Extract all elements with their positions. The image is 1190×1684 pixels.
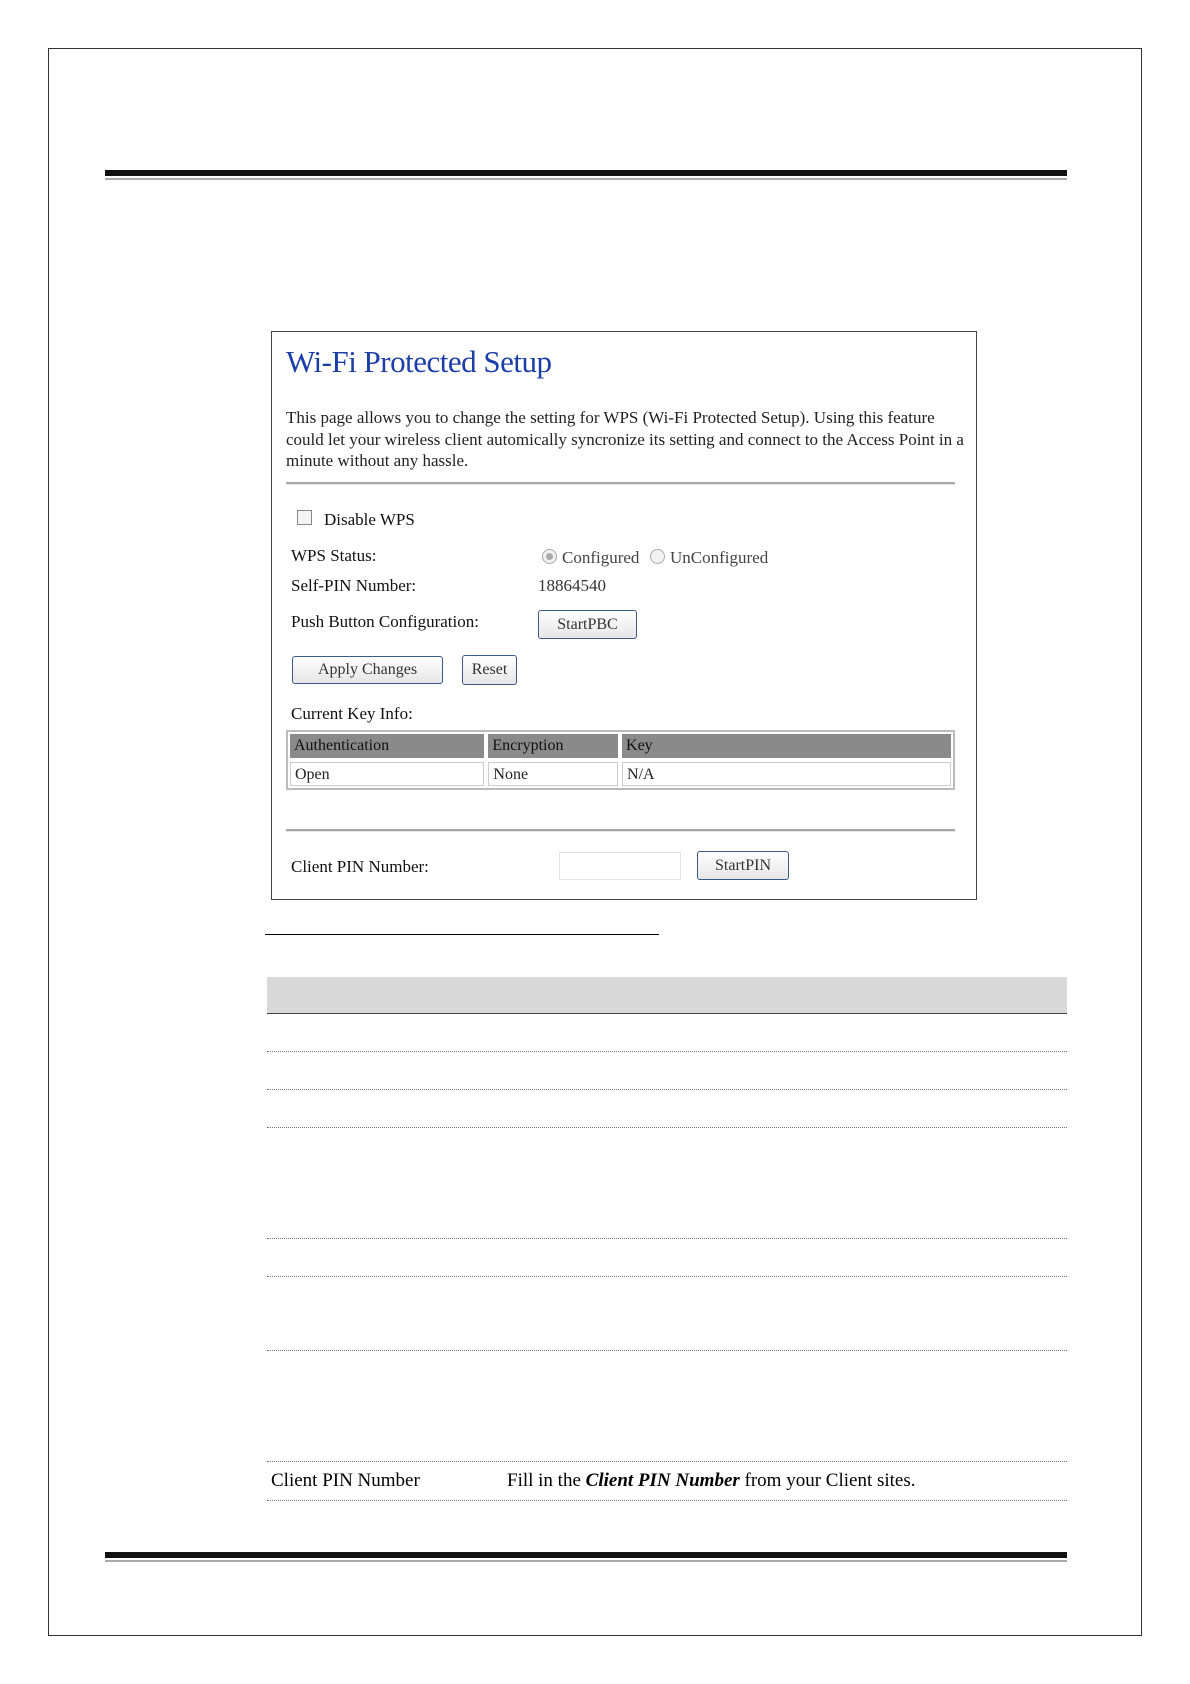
table-row-client-pin bbox=[267, 1462, 1067, 1501]
key-info-table bbox=[286, 730, 955, 790]
apply-changes-button[interactable]: Apply Changes bbox=[292, 656, 443, 684]
self-pin-value: 18864540 bbox=[538, 576, 606, 595]
configured-radio[interactable] bbox=[542, 549, 557, 564]
wps-status-label: WPS Status: bbox=[291, 546, 377, 565]
caption-underline bbox=[265, 934, 659, 935]
cell-authentication: Open bbox=[290, 762, 484, 786]
desc-emphasis: Client PIN Number bbox=[585, 1470, 740, 1491]
client-pin-label: Client PIN Number: bbox=[291, 857, 429, 876]
header-key: Key bbox=[622, 734, 951, 758]
table-row bbox=[267, 1277, 1067, 1351]
disable-wps-checkbox[interactable] bbox=[297, 510, 312, 525]
page-title: Wi-Fi Protected Setup bbox=[286, 344, 552, 379]
start-pbc-button[interactable]: StartPBC bbox=[538, 610, 637, 639]
configured-radio-label: Configured bbox=[562, 548, 640, 567]
header-rule bbox=[105, 170, 1067, 180]
current-key-info-label: Current Key Info: bbox=[291, 704, 413, 723]
description-table bbox=[267, 977, 1067, 1501]
start-pin-button[interactable]: StartPIN bbox=[697, 851, 789, 880]
self-pin-label: Self-PIN Number: bbox=[291, 576, 417, 595]
table-row bbox=[267, 1052, 1067, 1090]
wps-screenshot bbox=[271, 331, 977, 900]
key-table-row bbox=[288, 760, 953, 788]
footer-rule bbox=[105, 1552, 1067, 1562]
table-row bbox=[267, 1014, 1067, 1052]
reset-button[interactable]: Reset bbox=[462, 655, 517, 685]
table-row bbox=[267, 1351, 1067, 1462]
table-row bbox=[267, 1090, 1067, 1128]
description-table-header bbox=[267, 977, 1067, 1014]
desc-prefix: Fill in the bbox=[507, 1470, 586, 1491]
page-description: This page allows you to change the setting for WPS (Wi-Fi Protected Setup). Using this feature could let your wireless client automically syncronize its setting and connect to the Access Point in a minute without any hassle. bbox=[286, 408, 964, 470]
unconfigured-radio-label: UnConfigured bbox=[670, 548, 769, 567]
cell-encryption: None bbox=[488, 762, 618, 786]
key-table-header bbox=[288, 732, 953, 760]
desc-suffix: from your Client sites. bbox=[739, 1470, 916, 1491]
header-authentication: Authentication bbox=[290, 734, 484, 758]
divider bbox=[286, 829, 955, 832]
table-row bbox=[267, 1239, 1067, 1277]
unconfigured-radio[interactable] bbox=[650, 549, 665, 564]
client-pin-input[interactable] bbox=[559, 852, 681, 880]
row-item: Client PIN Number bbox=[271, 1470, 420, 1491]
disable-wps-label: Disable WPS bbox=[324, 510, 415, 529]
table-row bbox=[267, 1128, 1067, 1239]
row-description bbox=[507, 1462, 1067, 1500]
divider bbox=[286, 482, 955, 485]
push-button-label: Push Button Configuration: bbox=[291, 612, 479, 631]
cell-key: N/A bbox=[622, 762, 951, 786]
header-encryption: Encryption bbox=[488, 734, 618, 758]
